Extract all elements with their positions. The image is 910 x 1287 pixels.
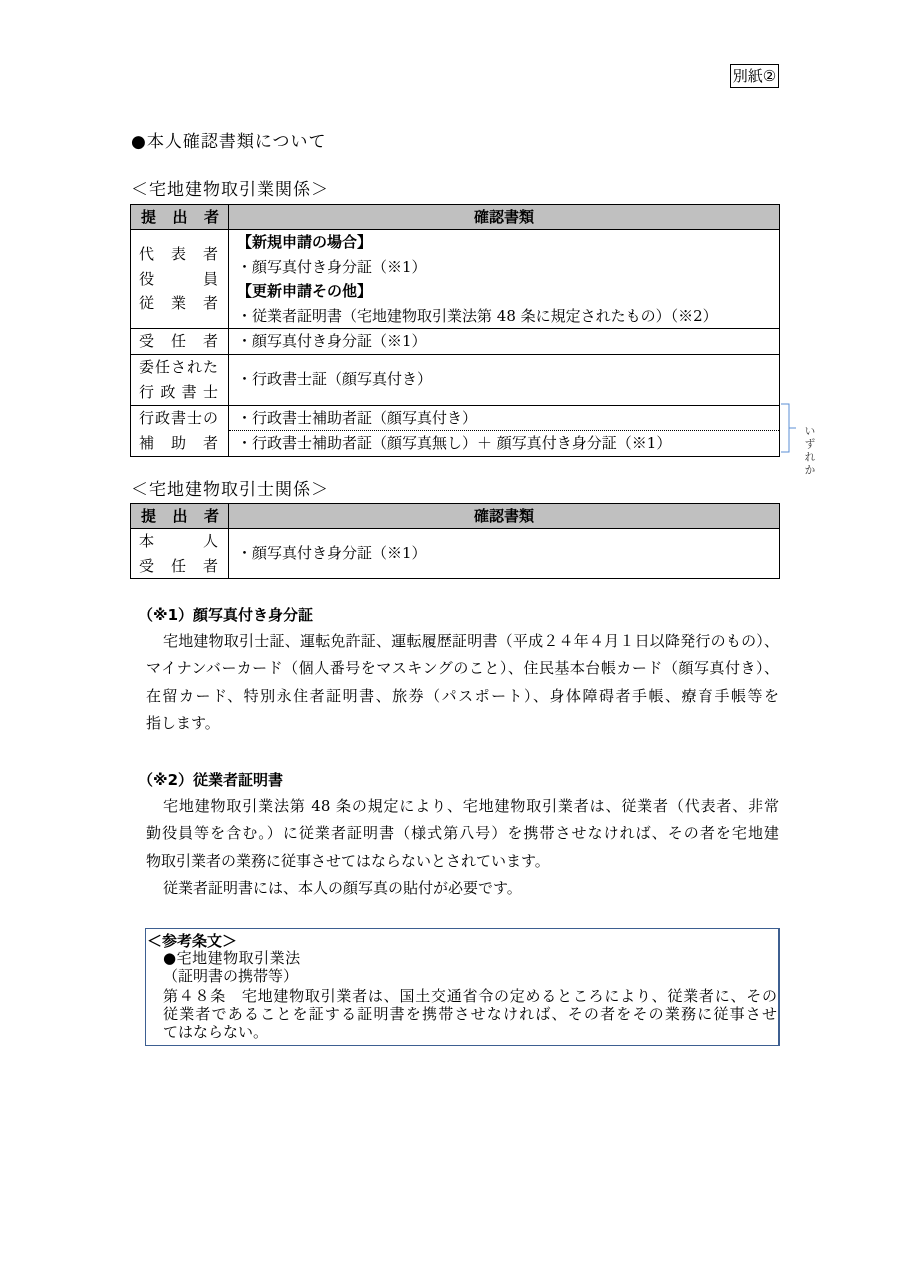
table-header-row	[131, 504, 780, 529]
document-item: ・顔写真付き身分証（※1）	[237, 257, 427, 276]
note-title: （※2）従業者証明書	[138, 771, 284, 789]
document-item: ・顔写真付き身分証（※1）	[237, 332, 427, 350]
documents-cell	[229, 529, 780, 579]
submitter-label: 本 人	[139, 532, 218, 550]
table-row	[131, 405, 780, 456]
documents-cell	[229, 405, 780, 456]
case-label-renewal: 【更新申請その他】	[237, 282, 373, 300]
documents-cell	[229, 354, 780, 405]
documents-cell	[229, 329, 780, 355]
reference-article-caption: （証明書の携帯等）	[163, 967, 299, 985]
note-title: （※1）顔写真付き身分証	[138, 606, 314, 624]
note-line: 在留カード、特別永住者証明書、旅券（パスポート）、身体障碍者手帳、療育手帳等を	[146, 686, 779, 705]
table-row	[131, 529, 780, 579]
note-line: マイナンバーカード（個人番号をマスキングのこと）、住民基本台帳カード（顔写真付き）、	[146, 659, 779, 678]
note-body	[146, 793, 779, 902]
submitter-label: 代 表 者	[139, 245, 218, 264]
table-header-row	[131, 205, 780, 230]
note-line: 宅地建物取引業法第 48 条の規定により、宅地建物取引業者は、従業者（代表者、非常	[163, 797, 779, 815]
submitter-label: 役 員	[139, 269, 218, 288]
column-header-documents: 確認書類	[229, 205, 780, 230]
document-item: ・行政書士証（顔写真付き）	[237, 370, 433, 389]
reference-law-name: ●宅地建物取引業法	[163, 949, 301, 967]
document-item: ・行政書士補助者証（顔写真無し）＋ 顔写真付き身分証（※1）	[237, 434, 672, 452]
column-header-submitter: 提 出 者	[131, 205, 229, 230]
submitter-label: 受 任 者	[139, 556, 218, 575]
column-header-documents: 確認書類	[229, 504, 780, 529]
submitter-label: 従 業 者	[139, 294, 218, 313]
business-document-table	[130, 204, 780, 457]
reference-title: ＜参考条文＞	[147, 932, 238, 950]
submitter-cell	[131, 329, 229, 355]
submitter-cell	[131, 529, 229, 579]
case-label-new-application: 【新規申請の場合】	[237, 233, 373, 251]
agent-section-heading: ＜宅地建物取引士関係＞	[131, 480, 329, 500]
submitter-cell	[131, 354, 229, 405]
documents-cell	[229, 230, 780, 329]
choice-bracket	[778, 400, 800, 456]
note-line: 従業者証明書には、本人の顔写真の貼付が必要です。	[163, 878, 522, 897]
article-line: てはならない。	[163, 1023, 269, 1041]
note-line: 指します。	[146, 713, 220, 732]
table-row	[131, 329, 780, 355]
submitter-label: 受 任 者	[139, 332, 218, 350]
reference-article-text	[163, 987, 777, 1041]
business-section-heading: ＜宅地建物取引業関係＞	[131, 180, 329, 200]
document-item: ・従業者証明書（宅地建物取引業法第 48 条に規定されたもの）（※2）	[237, 306, 718, 325]
attachment-label: 別紙②	[730, 64, 779, 88]
document-item: ・行政書士補助者証（顔写真付き）	[229, 406, 779, 432]
note-line: 宅地建物取引士証、運転免許証、運転履歴証明書（平成２４年４月１日以降発行のもの）、	[163, 632, 779, 650]
agent-document-table	[130, 503, 780, 579]
choice-note: いずれか	[803, 425, 816, 477]
submitter-cell	[131, 405, 229, 456]
document-item: ・顔写真付き身分証（※1）	[237, 544, 427, 563]
table-row	[131, 354, 780, 405]
submitter-label: 行政書士の	[139, 409, 218, 427]
submitter-label: 委任された	[139, 358, 218, 376]
note-body	[146, 628, 779, 737]
table-row	[131, 230, 780, 329]
article-line: 従業者であることを証する証明書を携帯させなければ、その者をその業務に従事させ	[163, 1005, 777, 1023]
submitter-label: 補 助 者	[139, 433, 218, 452]
page-title: ●本人確認書類について	[131, 132, 327, 152]
submitter-cell	[131, 230, 229, 329]
article-line: 第４８条 宅地建物取引業者は、国土交通省令の定めるところにより、従業者に、その	[163, 987, 777, 1005]
column-header-submitter: 提 出 者	[131, 504, 229, 529]
note-line: 勤役員等を含む。）に従業者証明書（様式第八号）を携帯させなければ、その者を宅地建	[146, 824, 779, 843]
reference-box	[145, 928, 780, 1046]
note-line: 物取引業者の業務に従事させてはならないとされています。	[146, 851, 550, 870]
submitter-label: 行 政 書 士	[139, 382, 218, 401]
